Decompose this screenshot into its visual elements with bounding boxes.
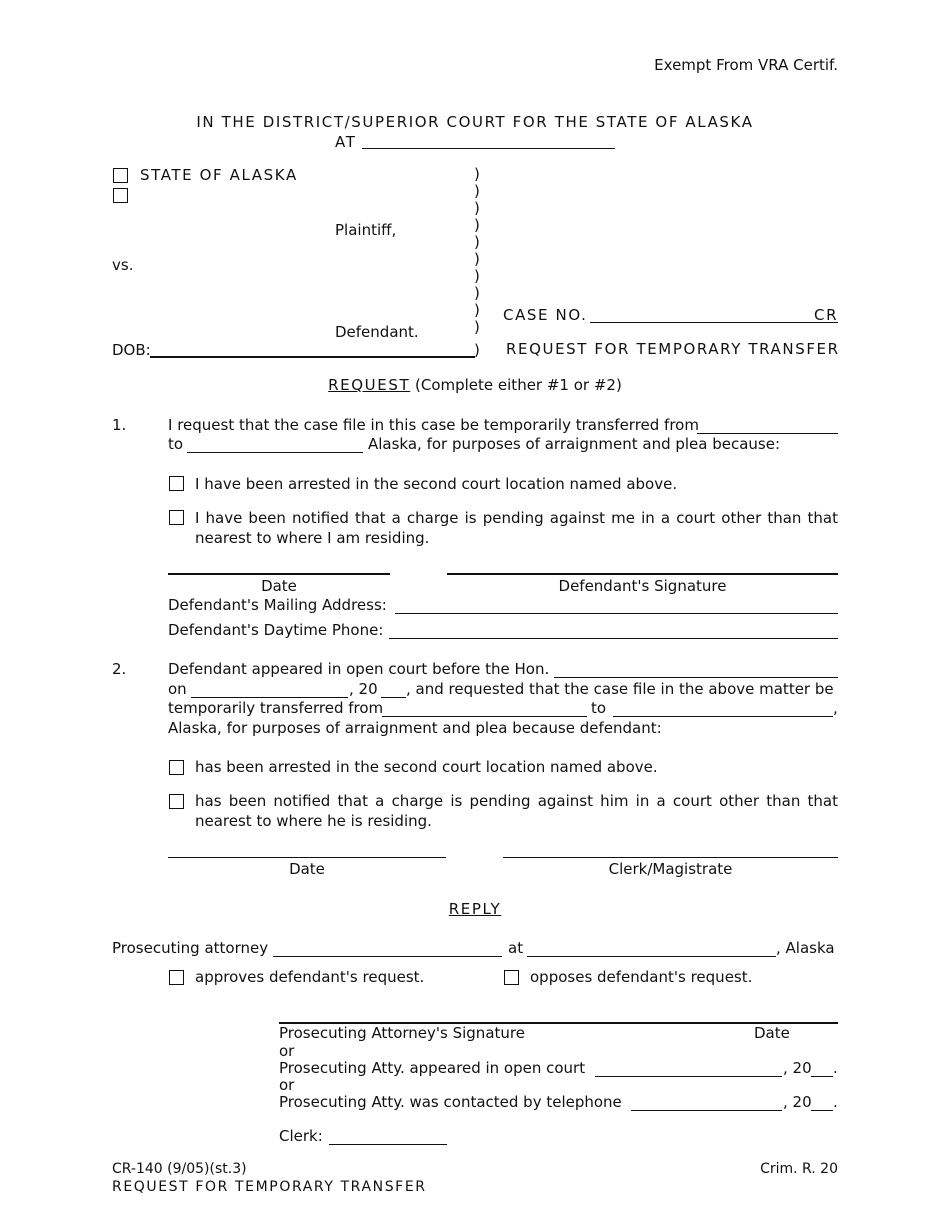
appeared-year-field[interactable] — [811, 1076, 833, 1077]
appearance-date-field[interactable] — [191, 697, 348, 698]
request-heading-note: (Complete either #1 or #2) — [415, 376, 622, 394]
item-1-date-label: Date — [261, 577, 297, 595]
def-arrested-option: has been arrested in the second court location named above. — [195, 758, 658, 776]
def-notified-checkbox[interactable] — [169, 794, 184, 809]
plaintiff-option-label: STATE OF ALASKA — [140, 166, 298, 184]
clerk-field[interactable] — [329, 1144, 447, 1145]
item-1-line1: I request that the case file in this case be temporarily transferred from — [168, 416, 699, 434]
daytime-phone-field[interactable] — [389, 638, 838, 639]
arrested-option: I have been arrested in the second court location named above. — [195, 475, 678, 493]
item-1-date-line[interactable] — [168, 573, 390, 575]
prosecuting-attorney-label: Prosecuting attorney — [112, 939, 269, 957]
mailing-address-field[interactable] — [395, 613, 838, 614]
telephone-label: Prosecuting Atty. was contacted by telephone — [279, 1093, 622, 1111]
defendant-label: Defendant. — [335, 323, 419, 341]
prosecutor-date-label: Date — [754, 1024, 790, 1042]
other-plaintiff-checkbox[interactable] — [113, 188, 128, 203]
item-2-to-label: to — [591, 699, 607, 717]
caption-paren: ) — [474, 199, 480, 217]
rule-reference: Crim. R. 20 — [760, 1161, 838, 1177]
reply-heading-title: REPLY — [448, 900, 502, 918]
case-no-label: CASE NO. — [503, 306, 588, 324]
prosecuting-attorney-field[interactable] — [273, 956, 502, 957]
case-suffix: CR — [814, 306, 839, 324]
arrested-checkbox[interactable] — [169, 476, 184, 491]
item-2-to-field[interactable] — [613, 716, 833, 717]
item-2-line3: temporarily transferred from — [168, 699, 384, 717]
item-1-number: 1. — [112, 416, 127, 434]
item-1-line2: Alaska, for purposes of arraignment and plea because: — [368, 435, 781, 453]
appeared-date-field[interactable] — [595, 1076, 782, 1077]
item-2-line4: Alaska, for purposes of arraignment and plea because defendant: — [168, 719, 662, 737]
caption-paren: ) — [474, 216, 480, 234]
clerk-magistrate-label: Clerk/Magistrate — [608, 860, 733, 878]
approves-checkbox[interactable] — [169, 970, 184, 985]
caption-paren: ) — [474, 341, 480, 359]
item-2-line2: , and requested that the case file in the above matter be — [406, 680, 834, 698]
telephone-year-prefix: , 20 — [783, 1093, 812, 1111]
appeared-period: . — [833, 1059, 838, 1077]
reply-alaska-suffix: , Alaska — [776, 939, 835, 957]
telephone-year-field[interactable] — [811, 1110, 833, 1111]
or-label-1: or — [279, 1042, 295, 1060]
exempt-notice: Exempt From VRA Certif. — [654, 56, 838, 74]
notified-checkbox[interactable] — [169, 510, 184, 525]
def-notified-option: has been notified that a charge is pending against him in a court other than that nearest to where he is residing. — [195, 792, 838, 830]
clerk-magistrate-line[interactable] — [503, 857, 838, 858]
opposes-label: opposes defendant's request. — [530, 968, 753, 986]
at-label: AT — [335, 133, 357, 151]
telephone-date-field[interactable] — [631, 1110, 782, 1111]
defendant-signature-label: Defendant's Signature — [558, 577, 727, 595]
item-2-year-prefix: , 20 — [349, 680, 378, 698]
item-2-on-label: on — [168, 680, 187, 698]
clerk-label: Clerk: — [279, 1127, 323, 1145]
appeared-label: Prosecuting Atty. appeared in open court — [279, 1059, 586, 1077]
mailing-address-label: Defendant's Mailing Address: — [168, 596, 387, 614]
caption-paren: ) — [474, 182, 480, 200]
request-heading — [112, 376, 838, 394]
telephone-period: . — [833, 1093, 838, 1111]
item-2-line1: Defendant appeared in open court before the Hon. — [168, 660, 550, 678]
caption-paren: ) — [474, 165, 480, 183]
transfer-from-field[interactable] — [697, 433, 838, 434]
defendant-signature-line[interactable] — [447, 573, 838, 575]
prosecutor-signature-label: Prosecuting Attorney's Signature — [279, 1024, 525, 1042]
case-no-field[interactable] — [590, 322, 838, 323]
judge-name-field[interactable] — [554, 677, 838, 678]
appearance-year-field[interactable] — [381, 697, 406, 698]
court-title: IN THE DISTRICT/SUPERIOR COURT FOR THE STATE OF ALASKA — [196, 113, 754, 131]
caption-paren: ) — [474, 318, 480, 336]
item-2-number: 2. — [112, 660, 127, 678]
request-heading-title: REQUEST — [328, 376, 411, 394]
notified-option: I have been notified that a charge is pending against me in a court other than that nearest to where I am residing. — [195, 509, 838, 547]
plaintiff-label: Plaintiff, — [335, 221, 397, 239]
form-number: CR-140 (9/05)(st.3) — [112, 1161, 247, 1177]
def-arrested-checkbox[interactable] — [169, 760, 184, 775]
daytime-phone-label: Defendant's Daytime Phone: — [168, 621, 384, 639]
approves-label: approves defendant's request. — [195, 968, 425, 986]
reply-at-label: at — [508, 939, 524, 957]
reply-location-field[interactable] — [527, 956, 776, 957]
dob-label: DOB: — [112, 341, 151, 359]
caption-paren: ) — [474, 301, 480, 319]
or-label-2: or — [279, 1076, 295, 1094]
vs-label: vs. — [112, 256, 134, 274]
item-2-from-field[interactable] — [382, 716, 587, 717]
opposes-checkbox[interactable] — [504, 970, 519, 985]
item-1-to-label: to — [168, 435, 184, 453]
caption-paren: ) — [474, 250, 480, 268]
document-title: REQUEST FOR TEMPORARY TRANSFER — [506, 340, 840, 358]
court-location-field[interactable] — [362, 148, 615, 149]
footer-form-title: REQUEST FOR TEMPORARY TRANSFER — [112, 1179, 427, 1195]
item-2-comma: , — [833, 699, 838, 717]
transfer-to-field[interactable] — [187, 452, 363, 453]
caption-paren: ) — [474, 267, 480, 285]
item-2-date-label: Date — [289, 860, 325, 878]
item-2-date-line[interactable] — [168, 857, 446, 858]
caption-paren: ) — [474, 233, 480, 251]
dob-field[interactable] — [150, 356, 475, 358]
caption-paren: ) — [474, 284, 480, 302]
reply-heading — [112, 900, 838, 918]
appeared-year-prefix: , 20 — [783, 1059, 812, 1077]
state-of-alaska-checkbox[interactable] — [113, 168, 128, 183]
